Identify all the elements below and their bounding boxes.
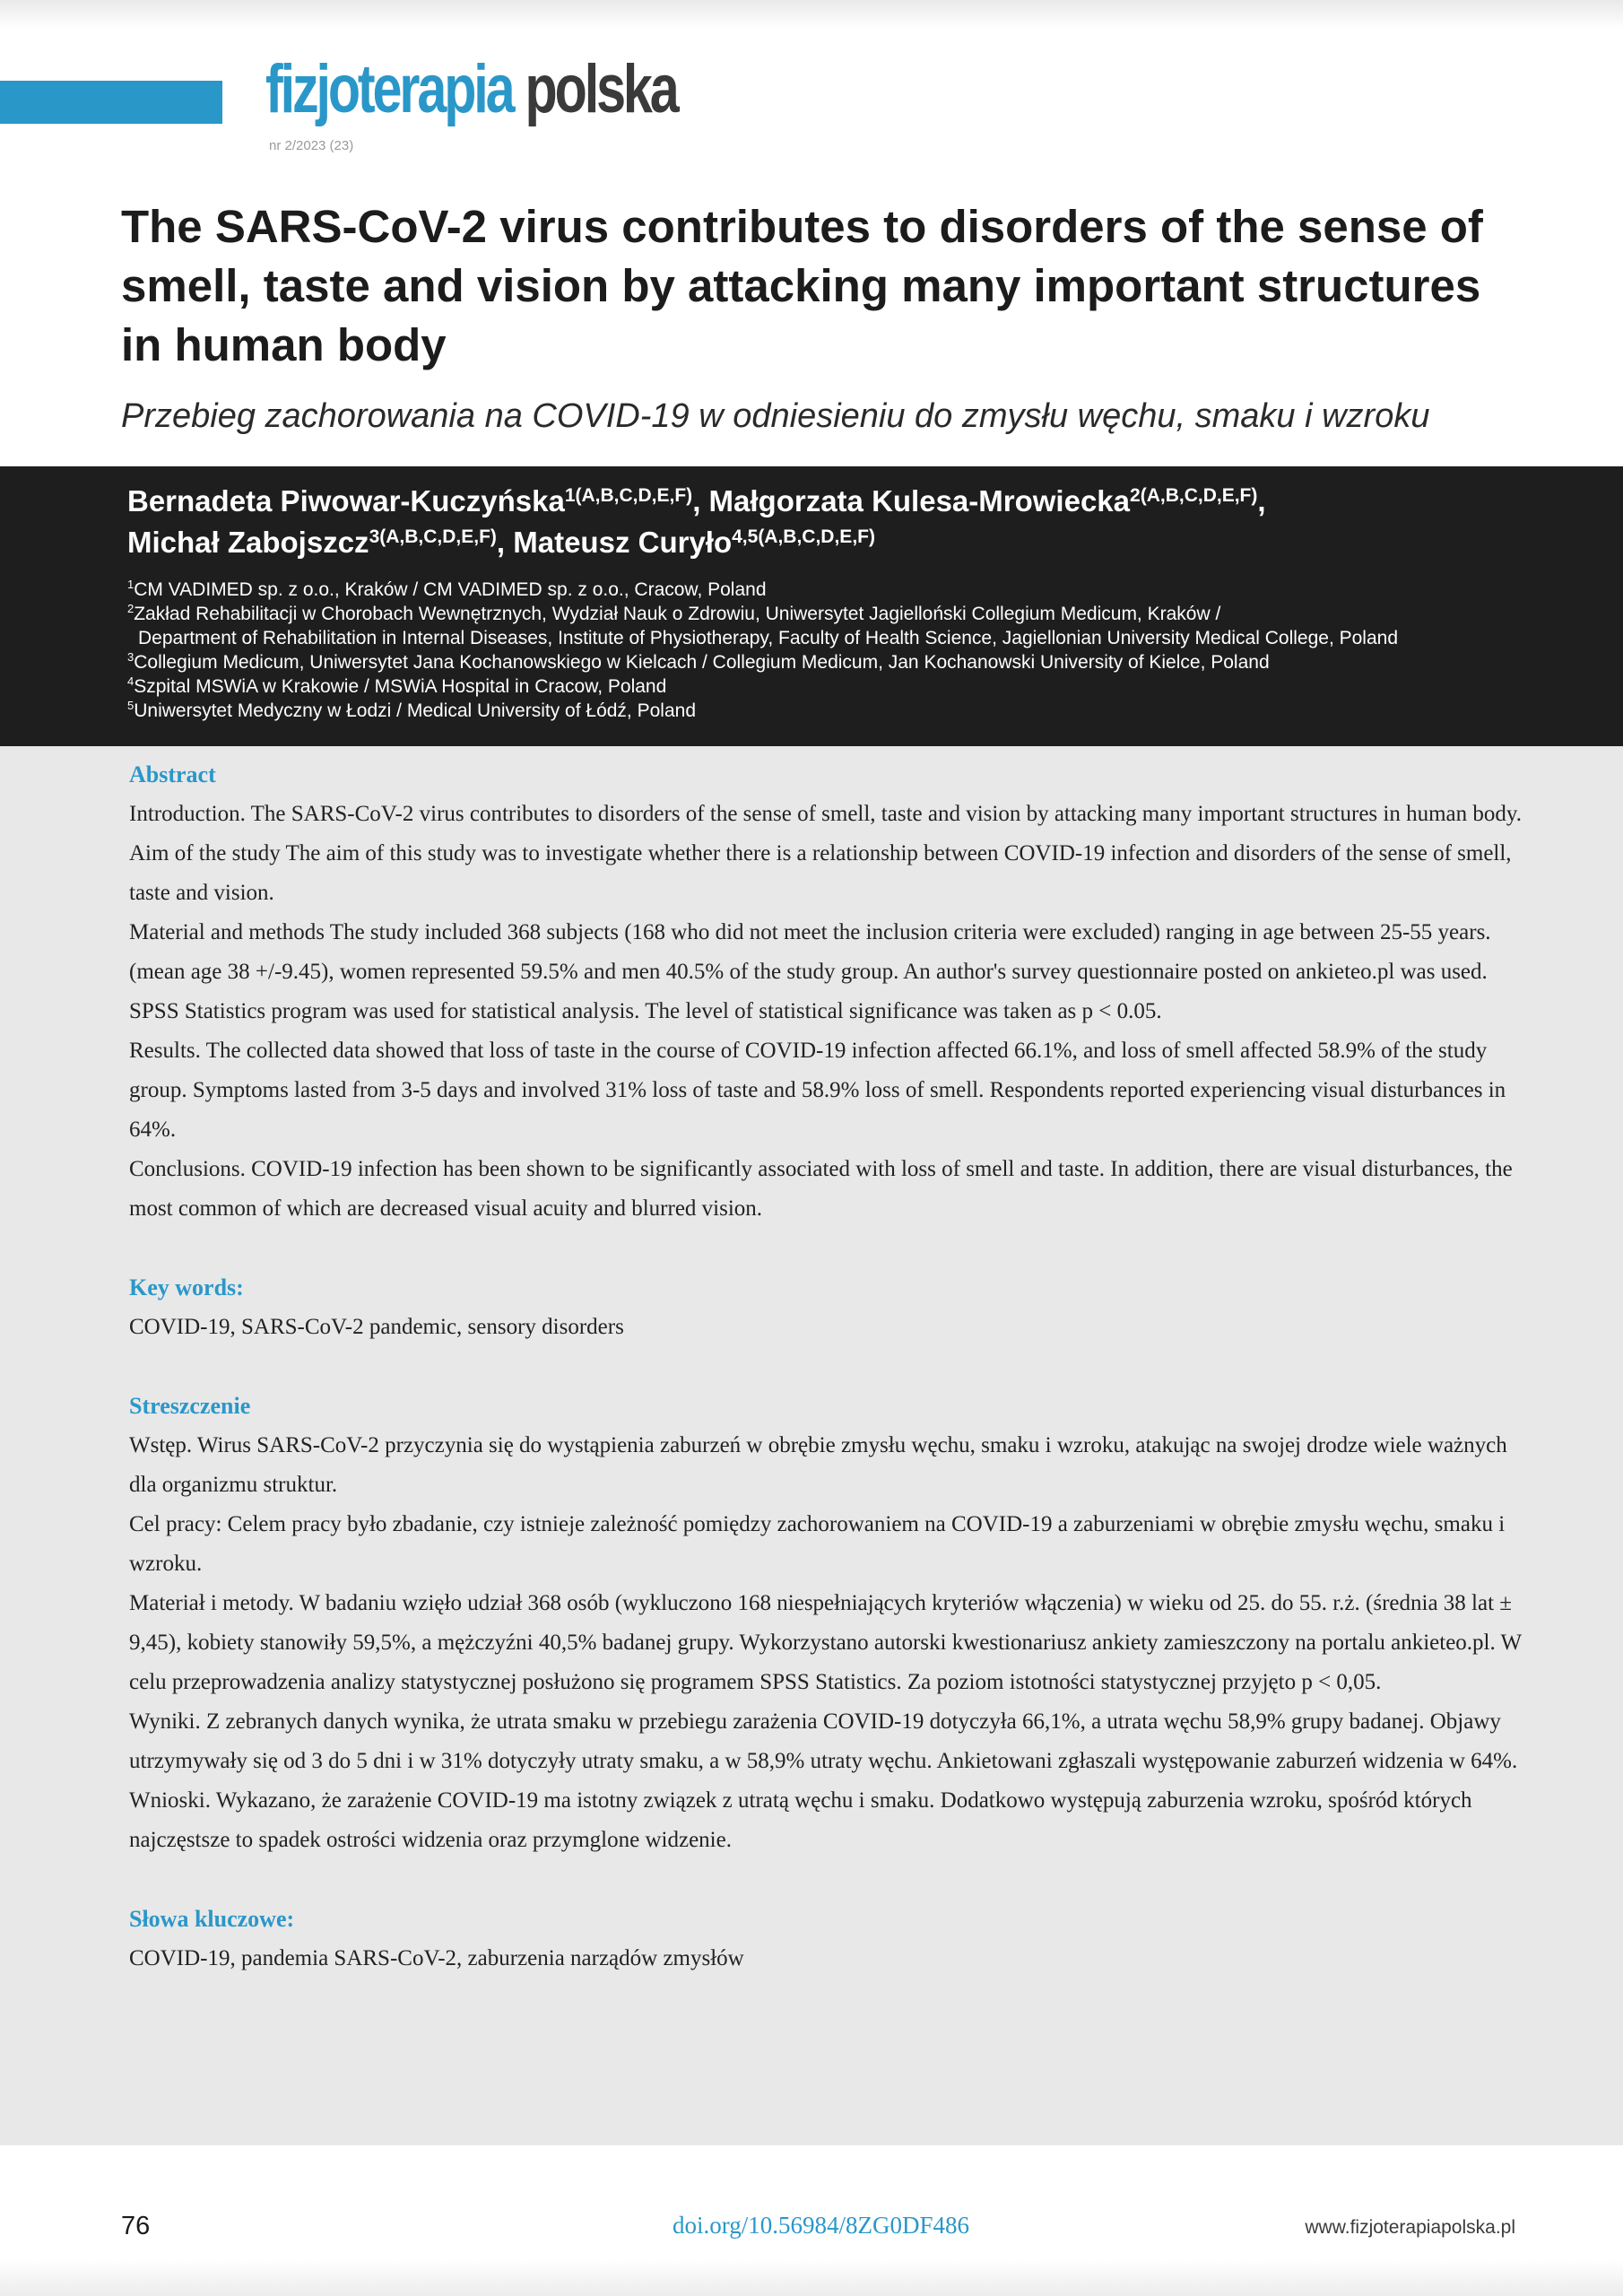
keywords-text: COVID-19, SARS-CoV-2 pandemic, sensory disorders (129, 1315, 624, 1339)
section-gap (129, 1860, 1528, 1900)
author-name: Mateusz Curyło (513, 526, 733, 559)
slowa-kluczowe-text: COVID-19, pandemia SARS-CoV-2, zaburzenia narządów zmysłów (129, 1946, 744, 1970)
author-affiliation-mark: 3(A,B,C,D,E,F) (369, 526, 497, 547)
streszczenie-paragraph: Cel pracy: Celem pracy było zbadanie, czy istnieje zależność pomiędzy zachorowaniem na COVID-19 a zaburzeniami w obrębie zmysłu węchu, smaku i wzroku. (129, 1512, 1506, 1576)
journal-website: www.fizjoterapiapolska.pl (1305, 2217, 1515, 2238)
affiliation-number: 1 (127, 578, 135, 591)
bottom-shadow (0, 2260, 1623, 2296)
affiliation-item (127, 602, 1562, 626)
streszczenie-paragraph: Wnioski. Wykazano, że zarażenie COVID-19 ma istotny związek z utratą węchu i smaku. Dodatkowo występują zaburzenia wzroku, spośród których najczęstsze to spadek ostrości widzenia oraz przymglone widzenie. (129, 1788, 1472, 1852)
section-gap (129, 1347, 1528, 1387)
slowa-kluczowe-heading: Słowa kluczowe: (129, 1906, 295, 1932)
streszczenie-paragraph: Wstęp. Wirus SARS-CoV-2 przyczynia się do wystąpienia zaburzeń w obrębie zmysłu węchu, smaku i wzroku, atakując na swojej drodze wiele ważnych dla organizmu struktur. (129, 1433, 1507, 1497)
affiliation-text: Collegium Medicum, Uniwersytet Jana Kochanowskiego w Kielcach / Collegium Medicum, Jan Kochanowski University of Kielce, Poland (134, 652, 1270, 673)
logo-part-fizjoterapia: fizjoterapia (265, 51, 513, 127)
abstract-content (129, 755, 1528, 1979)
keywords-heading: Key words: (129, 1274, 244, 1300)
affiliation-number: 3 (127, 650, 135, 664)
affiliation-item-continued (127, 626, 1562, 650)
abstract-paragraph: Material and methods The study included 368 subjects (168 who did not meet the inclusion criteria were excluded) ranging in age between 25-55 years. (mean age 38 +/-9.45), women represented 59.5% and men 40.5% of the study group. An author's survey questionnaire posted on ankieteo.pl was used. SPSS Statistics program was used for statistical analysis. The level of statistical significance was taken as p < 0.05. (129, 920, 1491, 1023)
author-affiliation-mark: 1(A,B,C,D,E,F) (564, 485, 693, 506)
affiliation-text: Zakład Rehabilitacji w Chorobach Wewnętrznych, Wydział Nauk o Zdrowiu, Uniwersytet Jagielloński Collegium Medicum, Kraków / (134, 604, 1221, 624)
issue-number: nr 2/2023 (23) (269, 138, 354, 153)
affiliation-item (127, 699, 1562, 723)
affiliation-item (127, 650, 1562, 674)
abstract-paragraph: Conclusions. COVID-19 infection has been shown to be significantly associated with loss of smell and taste. In addition, there are visual disturbances, the most common of which are decreased visual acuity and blurred vision. (129, 1157, 1513, 1221)
article-title: The SARS-CoV-2 virus contributes to disorders of the sense of smell, taste and vision by attacking many important structures in human body (121, 201, 1483, 370)
affiliation-text: Szpital MSWiA w Krakowie / MSWiA Hospital in Cracow, Poland (134, 676, 667, 697)
affiliation-item (127, 578, 1562, 602)
author-affiliation-mark: 2(A,B,C,D,E,F) (1130, 485, 1258, 506)
streszczenie-heading: Streszczenie (129, 1393, 251, 1419)
page-number: 76 (121, 2212, 151, 2240)
authors-band (0, 466, 1623, 746)
section-gap (129, 1229, 1528, 1268)
affiliation-text: Uniwersytet Medyczny w Łodzi / Medical University of Łódź, Poland (134, 700, 696, 721)
affiliation-number: 2 (127, 602, 135, 615)
author-name: Bernadeta Piwowar-Kuczyńska (127, 484, 565, 517)
author-name: Michał Zabojszcz (127, 526, 369, 559)
affiliation-text: CM VADIMED sp. z o.o., Kraków / CM VADIMED sp. z o.o., Cracow, Poland (134, 579, 767, 600)
author-name: Małgorzata Kulesa-Mrowiecka (708, 484, 1131, 517)
article-subtitle: Przebieg zachorowania na COVID-19 w odniesieniu do zmysłu węchu, smaku i wzroku (121, 397, 1430, 435)
top-shadow (0, 0, 1623, 29)
abstract-panel (0, 746, 1623, 2145)
abstract-paragraph: Results. The collected data showed that loss of taste in the course of COVID-19 infection affected 66.1%, and loss of smell affected 58.9% of the study group. Symptoms lasted from 3-5 days and involved 31% loss of taste and 58.9% loss of smell. Respondents reported experiencing visual disturbances in 64%. (129, 1039, 1506, 1142)
affiliation-item (127, 674, 1562, 699)
abstract-paragraph: Introduction. The SARS-CoV-2 virus contributes to disorders of the sense of smell, taste and vision by attacking many important structures in human body. (129, 802, 1523, 826)
affiliation-text: Department of Rehabilitation in Internal Diseases, Institute of Physiotherapy, Faculty of Health Science, Jagiellonian University Medical College, Poland (138, 628, 1399, 648)
affiliation-list (127, 578, 1562, 723)
streszczenie-paragraph: Materiał i metody. W badaniu wzięło udział 368 osób (wykluczono 168 niespełniających kryteriów włączenia) w wieku od 25. do 55. r.ż. (średnia 38 lat ± 9,45), kobiety stanowiły 59,5%, a mężczyźni 40,5% badanej grupy. Wykorzystano autorski kwestionariusz ankiety zamieszczony na portalu ankieteo.pl. W celu przeprowadzenia analizy statystycznej posłużono się programem SPSS Statistics. Za poziom istotności statystycznej przyjęto p < 0,05. (129, 1591, 1522, 1694)
streszczenie-paragraph: Wyniki. Z zebranych danych wynika, że utrata smaku w przebiegu zarażenia COVID-19 dotyczyła 66,1%, a utrata węchu 58,9% grupy badanej. Objawy utrzymywały się od 3 do 5 dni i w 31% dotyczyły utraty smaku, a w 58,9% utraty węchu. Ankietowani zgłaszali występowanie zaburzeń widzenia w 64%. (129, 1709, 1518, 1773)
journal-logo (265, 51, 677, 127)
author-affiliation-mark: 4,5(A,B,C,D,E,F) (732, 526, 875, 547)
abstract-paragraph: Aim of the study The aim of this study was to investigate whether there is a relationship between COVID-19 infection and disorders of the sense of smell, taste and vision. (129, 841, 1512, 905)
author-list: Bernadeta Piwowar-Kuczyńska$^{1(A,B,C,D,E,F)}$, Małgorzata Kulesa-Mrowiecka$^{2(A,B,C,D,E,F)}$, Michał Zabojszcz$^{3(A,B,C,D,E,F)}$, Mateusz Curyło$^{4,5(A,B,C,D,E,F)}$ (127, 484, 1266, 559)
abstract-heading: Abstract (129, 761, 216, 787)
affiliation-number: 5 (127, 699, 135, 712)
logo-part-polska: polska (525, 51, 677, 127)
affiliation-number: 4 (127, 674, 135, 688)
masthead-accent-bar (0, 81, 222, 124)
doi-link[interactable]: doi.org/10.56984/8ZG0DF486 (673, 2212, 970, 2239)
